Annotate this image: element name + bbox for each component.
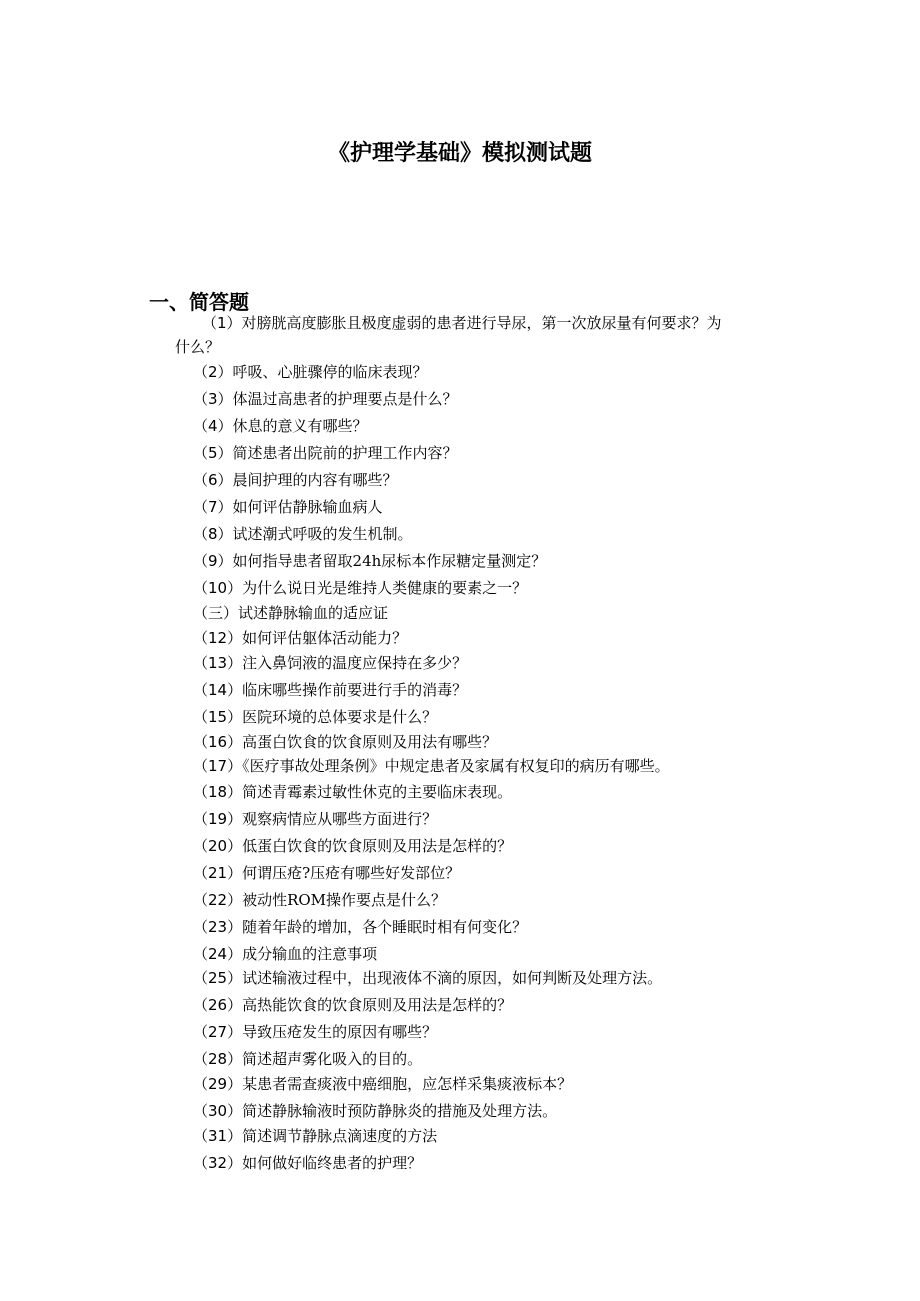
question-text: 简述青霉素过敏性休克的主要临床表现。 bbox=[242, 783, 513, 801]
question-number: （1） bbox=[202, 314, 242, 332]
question-item bbox=[193, 916, 527, 938]
question-text: 《医疗事故处理条例》中规定患者及家属有权复印的病历有哪些。 bbox=[242, 757, 670, 775]
question-item bbox=[193, 602, 388, 624]
question-number: （24） bbox=[193, 945, 243, 963]
question-text: 导致压疮发生的原因有哪些？ bbox=[242, 1023, 438, 1041]
question-number: （26） bbox=[193, 996, 243, 1014]
question-text: 临床哪些操作前要进行手的消毒？ bbox=[242, 681, 468, 699]
question-number: （19） bbox=[193, 810, 243, 828]
question-text: 简述调节静脉点滴速度的方法 bbox=[242, 1127, 438, 1145]
question-text: 成分输血的注意事项 bbox=[242, 945, 378, 963]
question-item bbox=[193, 1048, 422, 1070]
question-item bbox=[193, 862, 460, 884]
question-item bbox=[193, 1073, 572, 1095]
question-item bbox=[193, 994, 512, 1016]
question-text: 高蛋白饮食的饮食原则及用法有哪些？ bbox=[242, 733, 498, 751]
question-text: 医院环境的总体要求是什么？ bbox=[242, 708, 438, 726]
question-number: （4） bbox=[193, 417, 233, 435]
question-text: 体温过高患者的护理要点是什么？ bbox=[232, 390, 458, 408]
question-text: 随着年龄的增加，各个睡眠时相有何变化？ bbox=[242, 918, 528, 936]
question-number: （29） bbox=[193, 1075, 243, 1093]
question-text: 如何指导患者留取24h尿标本作尿糖定量测定？ bbox=[232, 552, 547, 570]
question-number: （21） bbox=[193, 864, 243, 882]
question-item bbox=[193, 577, 527, 599]
question-item bbox=[193, 1100, 557, 1122]
question-text: 对膀胱高度膨胀且极度虚弱的患者进行导尿，第一次放尿量有何要求？为什么？ bbox=[175, 314, 722, 356]
question-number: （5） bbox=[193, 444, 233, 462]
question-text: 如何评估静脉输血病人 bbox=[232, 498, 383, 516]
question-item bbox=[193, 889, 446, 911]
question-item bbox=[193, 781, 512, 803]
question-item bbox=[193, 627, 407, 649]
question-number: （18） bbox=[193, 783, 243, 801]
question-number: （17） bbox=[193, 757, 243, 775]
question-text: 呼吸、心脏骤停的临床表现？ bbox=[232, 363, 428, 381]
question-text: 休息的意义有哪些？ bbox=[232, 417, 368, 435]
question-number: （2） bbox=[193, 363, 233, 381]
question-number: （15） bbox=[193, 708, 243, 726]
document-title: 《护理学基础》模拟测试题 bbox=[327, 140, 592, 166]
section-heading: 一、简答题 bbox=[149, 289, 249, 314]
question-text: 简述患者出院前的护理工作内容？ bbox=[232, 444, 458, 462]
question-item bbox=[193, 808, 437, 830]
question-text: 为什么说日光是维持人类健康的要素之一？ bbox=[242, 579, 528, 597]
question-text: 试述潮式呼吸的发生机制。 bbox=[232, 525, 413, 543]
question-number: （31） bbox=[193, 1127, 243, 1145]
question-text: 简述静脉输液时预防静脉炎的措施及处理方法。 bbox=[242, 1102, 558, 1120]
question-item bbox=[193, 706, 437, 728]
question-number: （32） bbox=[193, 1154, 243, 1172]
question-item bbox=[193, 442, 458, 464]
question-item bbox=[193, 835, 512, 857]
question-text: 某患者需查痰液中癌细胞，应怎样采集痰液标本？ bbox=[242, 1075, 573, 1093]
question-item bbox=[193, 652, 467, 674]
question-text: 注入鼻饲液的温度应保持在多少？ bbox=[242, 654, 468, 672]
question-number: （30） bbox=[193, 1102, 243, 1120]
question-text: 试述输液过程中，出现液体不滴的原因，如何判断及处理方法。 bbox=[242, 969, 663, 987]
question-text: 高热能饮食的饮食原则及用法是怎样的？ bbox=[242, 996, 513, 1014]
question-item bbox=[193, 967, 662, 989]
question-text: 如何做好临终患者的护理？ bbox=[242, 1154, 423, 1172]
question-number: （三） bbox=[193, 604, 239, 622]
question-number: （3） bbox=[193, 390, 233, 408]
question-text: 何谓压疮?压疮有哪些好发部位？ bbox=[242, 864, 461, 882]
question-number: （23） bbox=[193, 918, 243, 936]
question-number: （12） bbox=[193, 629, 243, 647]
question-number: （6） bbox=[193, 471, 233, 489]
question-text: 被动性ROM操作要点是什么？ bbox=[242, 891, 447, 909]
question-item bbox=[193, 1021, 437, 1043]
question-number: （9） bbox=[193, 552, 233, 570]
question-text: 如何评估躯体活动能力？ bbox=[242, 629, 408, 647]
question-item bbox=[193, 731, 497, 753]
question-item bbox=[193, 1125, 437, 1147]
question-number: （13） bbox=[193, 654, 243, 672]
question-item bbox=[193, 523, 413, 545]
question-item bbox=[193, 361, 428, 383]
question-item bbox=[193, 550, 546, 572]
question-item bbox=[193, 1152, 422, 1174]
question-number: （10） bbox=[193, 579, 243, 597]
question-number: （20） bbox=[193, 837, 243, 855]
question-number: （25） bbox=[193, 969, 243, 987]
question-item bbox=[193, 415, 368, 437]
question-text: 试述静脉输血的适应证 bbox=[238, 604, 389, 622]
question-number: （28） bbox=[193, 1050, 243, 1068]
question-text: 晨间护理的内容有哪些？ bbox=[232, 471, 398, 489]
question-item bbox=[193, 469, 398, 491]
question-number: （7） bbox=[193, 498, 233, 516]
question-number: （27） bbox=[193, 1023, 243, 1041]
question-number: （16） bbox=[193, 733, 243, 751]
question-item bbox=[193, 943, 377, 965]
question-number: （8） bbox=[193, 525, 233, 543]
question-item bbox=[193, 496, 383, 518]
question-text: 低蛋白饮食的饮食原则及用法是怎样的？ bbox=[242, 837, 513, 855]
question-item bbox=[175, 311, 735, 359]
question-text: 简述超声雾化吸入的目的。 bbox=[242, 1050, 423, 1068]
question-item bbox=[193, 679, 467, 701]
question-item bbox=[193, 388, 458, 410]
question-item bbox=[193, 755, 670, 777]
question-number: （22） bbox=[193, 891, 243, 909]
question-number: （14） bbox=[193, 681, 243, 699]
question-text: 观察病情应从哪些方面进行？ bbox=[242, 810, 438, 828]
